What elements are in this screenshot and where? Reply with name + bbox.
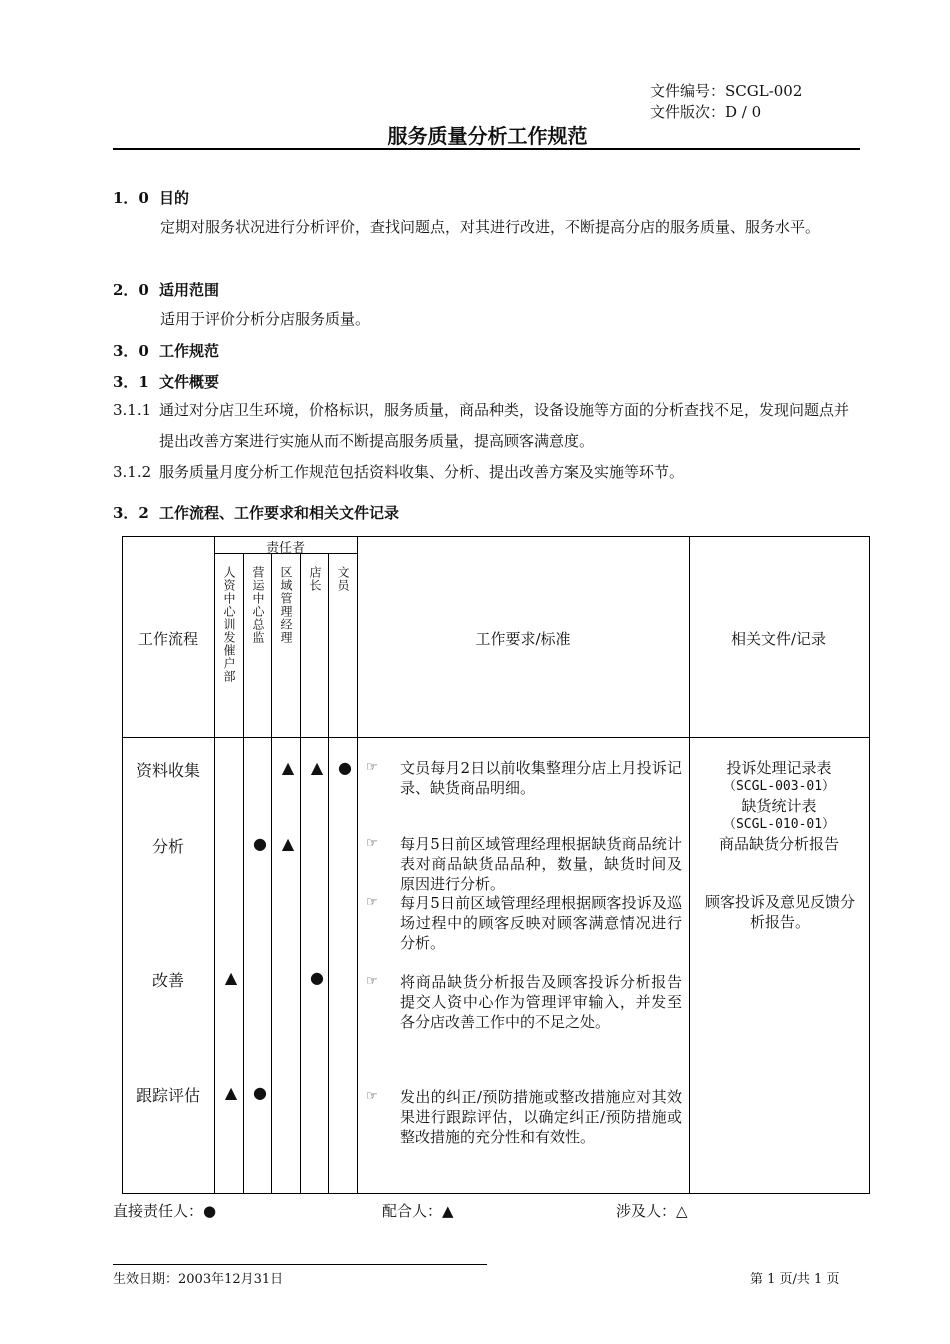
mark-collect-store-manager: ▲ [310, 758, 324, 777]
header-responsible: 责任者 [265, 541, 305, 556]
section-1-title: 目的 [159, 189, 190, 207]
section-2-text: 适用于评价分析分店服务质量。 [160, 310, 371, 328]
hand-icon: ☞ [366, 1089, 378, 1104]
item-3-1-1-text: 通过对分店卫生环境，价格标识，服务质量，商品种类，设备设施等方面的分析查找不足，发现问题点并提出改善方案进行实施从而不断提高服务质量，提高顾客满意度。 [159, 401, 850, 450]
record-feedback-report: 顾客投诉及意见反馈分析报告。 [704, 893, 855, 931]
requirement-analyze-stock: 每月5日前区域管理经理根据缺货商品统计表对商品缺货品品种，数量，缺货时间及原因进行分析。 [400, 835, 682, 893]
effective-date: 生效日期：2003年12月31日 [113, 1272, 284, 1287]
section-3-2-heading [113, 502, 399, 523]
item-3-1-1-number: 3.1.1 [113, 401, 152, 419]
hand-icon: ☞ [366, 895, 378, 910]
section-1-number: 1．0 [113, 189, 149, 207]
step-collect: 资料收集 [135, 761, 200, 780]
role-store-manager: 店长 [308, 566, 322, 592]
step-improve: 改善 [151, 971, 184, 990]
page-title: 服务质量分析工作规范 [387, 124, 588, 148]
mark-track-hr-dept: ▲ [224, 1083, 238, 1102]
record-complaint-log-code: （SCGL-003-01） [722, 779, 836, 794]
footer-divider [113, 1264, 487, 1265]
col-divider-role-1 [243, 553, 244, 1193]
requirement-track: 发出的纠正/预防措施或整改措施应对其效果进行跟踪评估，以确定纠正/预防措施或整改措施的充分性和有效性。 [400, 1088, 682, 1146]
col-divider-role-4 [328, 553, 329, 1193]
mark-improve-store-manager: ● [310, 968, 324, 987]
title-divider [113, 148, 860, 150]
doc-number: 文件编号：SCGL-002 [650, 82, 803, 100]
section-3-1-title: 文件概要 [159, 373, 220, 391]
section-3-heading [113, 340, 219, 361]
header-flow: 工作流程 [137, 630, 198, 648]
role-hr-dept: 人资中心训发催户部 [222, 566, 236, 683]
requirement-improve: 将商品缺货分析报告及顾客投诉分析报告提交人资中心作为管理评审输入，并发至各分店改善工作中的不足之处。 [400, 973, 682, 1031]
section-3-2-title: 工作流程、工作要求和相关文件记录 [159, 504, 400, 522]
requirement-collect: 文员每月2日以前收集整理分店上月投诉记录、缺货商品明细。 [400, 759, 682, 797]
mark-analyze-area-manager: ▲ [281, 834, 295, 853]
item-3-1-2-number: 3.1.2 [113, 463, 152, 481]
requirement-analyze-satisfaction: 每月5日前区域管理经理根据顾客投诉及巡场过程中的顾客反映对顾客满意情况进行分析。 [400, 894, 682, 952]
record-stockout-table: 缺货统计表 [741, 797, 817, 815]
section-3-title: 工作规范 [159, 342, 220, 360]
mark-collect-clerk: ● [338, 758, 352, 777]
record-complaint-log: 投诉处理记录表 [726, 759, 832, 777]
legend-direct: 直接责任人：● [113, 1202, 217, 1220]
section-3-1-number: 3．1 [113, 373, 149, 391]
legend-assist: 配合人：▲ [382, 1202, 454, 1220]
hand-icon: ☞ [366, 836, 378, 851]
col-divider-role-2 [271, 553, 272, 1193]
mark-track-ops-director: ● [253, 1083, 267, 1102]
section-3-2-number: 3．2 [113, 504, 149, 522]
legend-involved: 涉及人：△ [616, 1202, 688, 1220]
page-number: 第 1 页/共 1 页 [750, 1272, 840, 1287]
role-area-manager: 区域管理经理 [279, 566, 293, 644]
item-3-1-2 [113, 457, 860, 488]
section-1-heading [113, 187, 189, 208]
header-requirements: 工作要求/标准 [475, 630, 571, 648]
record-stockout-report: 商品缺货分析报告 [718, 835, 839, 853]
record-stockout-table-code: （SCGL-010-01） [722, 817, 836, 832]
role-clerk: 文员 [336, 566, 350, 592]
hand-icon: ☞ [366, 974, 378, 989]
item-3-1-2-text: 服务质量月度分析工作规范包括资料收集、分析、提出改善方案及实施等环节。 [159, 463, 685, 481]
section-2-number: 2．0 [113, 281, 149, 299]
item-3-1-1 [113, 395, 860, 457]
section-2-heading [113, 279, 219, 300]
mark-improve-hr-dept: ▲ [224, 968, 238, 987]
mark-analyze-ops-director: ● [253, 834, 267, 853]
header-row-divider [123, 737, 869, 738]
step-track: 跟踪评估 [135, 1086, 200, 1105]
header-records: 相关文件/记录 [730, 630, 827, 648]
section-3-number: 3．0 [113, 342, 149, 360]
mark-collect-area-manager: ▲ [281, 758, 295, 777]
col-divider-role-3 [300, 553, 301, 1193]
doc-version: 文件版次：D / 0 [650, 103, 762, 121]
role-ops-director: 营运中心总监 [251, 566, 265, 644]
hand-icon: ☞ [366, 760, 378, 775]
section-3-1-heading [113, 371, 219, 392]
step-analyze: 分析 [151, 837, 184, 856]
section-1-text: 定期对服务状况进行分析评价，查找问题点，对其进行改进，不断提高分店的服务质量、服务水平。 [160, 218, 821, 236]
section-2-title: 适用范围 [159, 281, 220, 299]
col-divider-flow [214, 537, 215, 1193]
